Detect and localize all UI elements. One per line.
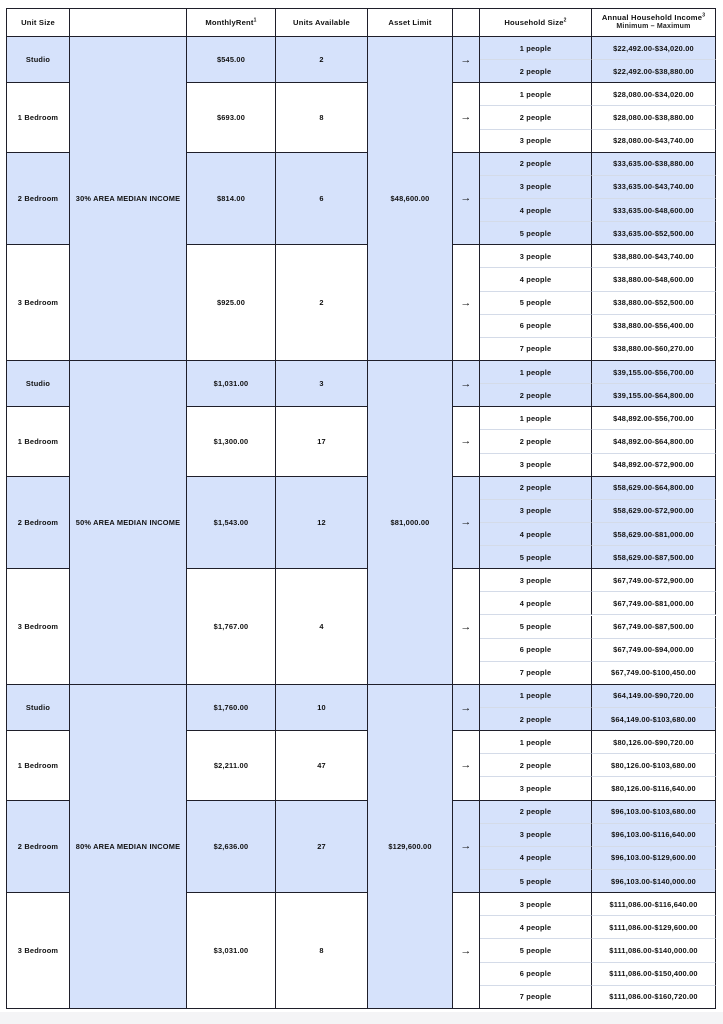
- units-available: [276, 407, 368, 476]
- household-size-text: 4 people: [519, 274, 552, 284]
- monthly-rent-text: $925.00: [216, 298, 246, 308]
- asset-limit-text: $129,600.00: [388, 841, 432, 851]
- household-size-text: 2 people: [519, 483, 552, 493]
- household-size: [480, 963, 592, 986]
- income-range: [592, 662, 716, 685]
- household-size: [480, 939, 592, 962]
- income-range: [592, 500, 716, 523]
- header-asset-limit-label: Asset Limit: [388, 17, 432, 27]
- units-available: [276, 893, 368, 1009]
- ami-tier: [70, 37, 187, 361]
- household-size-text: 4 people: [519, 205, 552, 215]
- income-range-text: $48,892.00-$56,700.00: [613, 413, 694, 423]
- ami-tier-text: 50% AREA MEDIAN INCOME: [75, 517, 181, 527]
- income-range: [592, 130, 716, 153]
- unit-size: [6, 407, 70, 476]
- arrow-icon-text: →: [460, 111, 472, 124]
- household-size: [480, 708, 592, 731]
- household-size-text: 2 people: [519, 112, 552, 122]
- household-size-text: 2 people: [519, 390, 552, 400]
- income-range-text: $58,629.00-$81,000.00: [613, 529, 694, 539]
- household-size-text: 2 people: [519, 436, 552, 446]
- household-size: [480, 384, 592, 407]
- unit-size: [6, 477, 70, 570]
- income-range-text: $111,086.00-$160,720.00: [609, 992, 698, 1002]
- income-range: [592, 963, 716, 986]
- household-size: [480, 616, 592, 639]
- header-unit-size: [6, 8, 70, 37]
- footnote-3: 3: [702, 12, 706, 19]
- household-size-text: 3 people: [519, 830, 552, 840]
- monthly-rent: [187, 801, 276, 894]
- arrow-icon: [453, 245, 480, 361]
- income-range-text: $38,880.00-$43,740.00: [613, 251, 694, 261]
- unit-size-text: Studio: [25, 379, 51, 389]
- header-ami: [70, 8, 187, 37]
- income-range-text: $64,149.00-$90,720.00: [613, 691, 694, 701]
- household-size-text: 2 people: [519, 714, 552, 724]
- monthly-rent: [187, 569, 276, 685]
- monthly-rent-text: $1,760.00: [213, 703, 249, 713]
- unit-size: [6, 893, 70, 1009]
- household-size-text: 3 people: [519, 136, 552, 146]
- household-size: [480, 199, 592, 222]
- header-household-size-text: [504, 18, 566, 27]
- monthly-rent: [187, 37, 276, 83]
- income-range: [592, 546, 716, 569]
- units-available-text: 12: [317, 517, 326, 527]
- income-range: [592, 477, 716, 500]
- household-size-text: 2 people: [519, 66, 552, 76]
- header-unit-size-label: Unit Size: [21, 17, 55, 27]
- units-available-text: 2: [319, 298, 324, 308]
- ami-tier: [70, 685, 187, 1009]
- income-range: [592, 37, 716, 60]
- footnote-1: 1: [253, 17, 257, 24]
- header-annual-income-label: Annual Household Income: [601, 13, 703, 23]
- arrow-icon: [453, 361, 480, 407]
- household-size: [480, 916, 592, 939]
- income-range-text: $96,103.00-$140,000.00: [611, 876, 696, 886]
- household-size-text: 3 people: [519, 251, 552, 261]
- income-range-text: $48,892.00-$72,900.00: [613, 460, 694, 470]
- monthly-rent: [187, 153, 276, 246]
- household-size-text: 6 people: [519, 969, 552, 979]
- unit-size-text: 3 Bedroom: [17, 946, 59, 956]
- arrow-icon-text: →: [460, 759, 472, 772]
- arrow-icon-text: →: [460, 192, 472, 205]
- income-range: [592, 106, 716, 129]
- household-size-text: 3 people: [519, 899, 552, 909]
- income-range: [592, 801, 716, 824]
- household-size-text: 1 people: [519, 737, 552, 747]
- unit-size-text: 1 Bedroom: [17, 436, 59, 446]
- household-size: [480, 546, 592, 569]
- income-range-text: $111,086.00-$150,400.00: [609, 969, 698, 979]
- income-range: [592, 83, 716, 106]
- household-size: [480, 662, 592, 685]
- income-range: [592, 893, 716, 916]
- monthly-rent-text: $693.00: [216, 112, 246, 122]
- arrow-icon: [453, 731, 480, 800]
- household-size: [480, 292, 592, 315]
- unit-size: [6, 569, 70, 685]
- income-range-text: $111,086.00-$116,640.00: [609, 899, 698, 909]
- arrow-icon-text: →: [460, 516, 472, 529]
- unit-size-text: 2 Bedroom: [17, 841, 59, 851]
- household-size: [480, 639, 592, 662]
- income-range: [592, 592, 716, 615]
- footnote-2: 2: [563, 17, 567, 24]
- monthly-rent: [187, 477, 276, 570]
- ami-tier: [70, 361, 187, 685]
- arrow-icon-text: →: [460, 840, 472, 853]
- header-household-size-label: Household Size: [504, 17, 564, 27]
- household-size: [480, 407, 592, 430]
- arrow-icon: [453, 685, 480, 731]
- unit-size: [6, 361, 70, 407]
- income-range: [592, 60, 716, 83]
- household-size: [480, 754, 592, 777]
- header-monthly-rent-label: MonthlyRent: [205, 17, 254, 27]
- income-range-text: $67,749.00-$87,500.00: [613, 622, 694, 632]
- asset-limit: [368, 37, 453, 361]
- income-range: [592, 847, 716, 870]
- units-available: [276, 685, 368, 731]
- unit-size-text: 2 Bedroom: [17, 517, 59, 527]
- income-range: [592, 361, 716, 384]
- ami-tier-text: 30% AREA MEDIAN INCOME: [75, 193, 181, 203]
- unit-size-text: 1 Bedroom: [17, 760, 59, 770]
- asset-limit: [368, 685, 453, 1009]
- household-size-text: 5 people: [519, 552, 552, 562]
- units-available-text: 3: [319, 379, 324, 389]
- header-monthly-rent-text: [205, 18, 256, 27]
- header-arrow: [453, 8, 480, 37]
- header-units-available: [276, 8, 368, 37]
- income-range-text: $33,635.00-$52,500.00: [613, 228, 694, 238]
- income-range: [592, 754, 716, 777]
- arrow-icon-text: →: [460, 435, 472, 448]
- household-size-text: 3 people: [519, 784, 552, 794]
- asset-limit-text: $81,000.00: [390, 517, 430, 527]
- header-annual-income-text: [602, 13, 705, 22]
- household-size: [480, 361, 592, 384]
- units-available: [276, 361, 368, 407]
- monthly-rent: [187, 83, 276, 152]
- income-range: [592, 569, 716, 592]
- income-range: [592, 824, 716, 847]
- income-range-text: $38,880.00-$60,270.00: [613, 344, 694, 354]
- household-size-text: 4 people: [519, 853, 552, 863]
- income-range-text: $67,749.00-$72,900.00: [613, 575, 694, 585]
- income-range-text: $80,126.00-$103,680.00: [611, 760, 696, 770]
- income-range: [592, 708, 716, 731]
- income-range: [592, 338, 716, 361]
- income-range: [592, 384, 716, 407]
- units-available: [276, 731, 368, 800]
- household-size: [480, 893, 592, 916]
- unit-size: [6, 801, 70, 894]
- income-range-text: $33,635.00-$48,600.00: [613, 205, 694, 215]
- units-available-text: 10: [317, 703, 326, 713]
- unit-size-text: 3 Bedroom: [17, 622, 59, 632]
- arrow-icon: [453, 569, 480, 685]
- income-range: [592, 407, 716, 430]
- household-size: [480, 245, 592, 268]
- monthly-rent-text: $1,031.00: [213, 379, 249, 389]
- household-size: [480, 176, 592, 199]
- household-size: [480, 685, 592, 708]
- household-size: [480, 847, 592, 870]
- household-size-text: 5 people: [519, 876, 552, 886]
- household-size-text: 2 people: [519, 760, 552, 770]
- arrow-icon-text: →: [460, 944, 472, 957]
- income-range: [592, 315, 716, 338]
- income-range: [592, 430, 716, 453]
- monthly-rent: [187, 361, 276, 407]
- household-size-text: 3 people: [519, 575, 552, 585]
- income-range: [592, 454, 716, 477]
- household-size-text: 6 people: [519, 321, 552, 331]
- income-range-text: $111,086.00-$140,000.00: [609, 946, 698, 956]
- income-range-text: $38,880.00-$48,600.00: [613, 274, 694, 284]
- units-available: [276, 245, 368, 361]
- household-size: [480, 222, 592, 245]
- income-range: [592, 685, 716, 708]
- units-available-text: 8: [319, 112, 324, 122]
- unit-size: [6, 685, 70, 731]
- income-range-text: $39,155.00-$64,800.00: [613, 390, 694, 400]
- arrow-icon: [453, 153, 480, 246]
- header-monthly-rent: [187, 8, 276, 37]
- units-available: [276, 153, 368, 246]
- household-size-text: 3 people: [519, 182, 552, 192]
- arrow-icon: [453, 801, 480, 894]
- monthly-rent-text: $2,211.00: [213, 760, 249, 770]
- income-range-text: $22,492.00-$38,880.00: [613, 66, 694, 76]
- household-size-text: 7 people: [519, 992, 552, 1002]
- income-range-text: $38,880.00-$56,400.00: [613, 321, 694, 331]
- income-range: [592, 731, 716, 754]
- units-available-text: 8: [319, 946, 324, 956]
- header-annual-income: [592, 8, 716, 37]
- income-range-text: $67,749.00-$94,000.00: [613, 645, 694, 655]
- household-size-text: 3 people: [519, 460, 552, 470]
- unit-size: [6, 245, 70, 361]
- income-range: [592, 639, 716, 662]
- income-range: [592, 199, 716, 222]
- unit-size-text: Studio: [25, 703, 51, 713]
- income-range: [592, 939, 716, 962]
- household-size: [480, 454, 592, 477]
- arrow-icon: [453, 407, 480, 476]
- arrow-icon: [453, 477, 480, 570]
- income-range-text: $67,749.00-$100,450.00: [611, 668, 696, 678]
- household-size-text: 1 people: [519, 43, 552, 53]
- unit-size: [6, 37, 70, 83]
- monthly-rent: [187, 407, 276, 476]
- income-range: [592, 268, 716, 291]
- arrow-icon-text: →: [460, 377, 472, 390]
- unit-size: [6, 83, 70, 152]
- household-size-text: 5 people: [519, 298, 552, 308]
- monthly-rent-text: $814.00: [216, 193, 246, 203]
- unit-size: [6, 153, 70, 246]
- arrow-icon-text: →: [460, 296, 472, 309]
- asset-limit: [368, 361, 453, 685]
- income-range-text: $28,080.00-$34,020.00: [613, 89, 694, 99]
- household-size: [480, 268, 592, 291]
- unit-size-text: 1 Bedroom: [17, 112, 59, 122]
- household-size: [480, 986, 592, 1009]
- household-size-text: 1 people: [519, 413, 552, 423]
- household-size: [480, 430, 592, 453]
- household-size-text: 1 people: [519, 89, 552, 99]
- household-size: [480, 592, 592, 615]
- monthly-rent-text: $3,031.00: [213, 946, 249, 956]
- header-asset-limit: [368, 8, 453, 37]
- header-units-available-label: Units Available: [293, 17, 350, 27]
- monthly-rent: [187, 685, 276, 731]
- household-size: [480, 153, 592, 176]
- income-range: [592, 153, 716, 176]
- income-range: [592, 176, 716, 199]
- household-size-text: 7 people: [519, 668, 552, 678]
- units-available-text: 17: [317, 436, 326, 446]
- units-available-text: 4: [319, 622, 324, 632]
- income-range: [592, 986, 716, 1009]
- unit-size-text: 2 Bedroom: [17, 193, 59, 203]
- household-size: [480, 83, 592, 106]
- household-size: [480, 130, 592, 153]
- monthly-rent: [187, 893, 276, 1009]
- income-range: [592, 245, 716, 268]
- income-range-text: $33,635.00-$38,880.00: [613, 159, 694, 169]
- income-range-text: $33,635.00-$43,740.00: [613, 182, 694, 192]
- household-size: [480, 870, 592, 893]
- household-size-text: 1 people: [519, 367, 552, 377]
- arrow-icon: [453, 37, 480, 83]
- income-range-text: $38,880.00-$52,500.00: [613, 298, 694, 308]
- unit-size-text: 3 Bedroom: [17, 298, 59, 308]
- units-available: [276, 801, 368, 894]
- arrow-icon-text: →: [460, 701, 472, 714]
- income-range-text: $28,080.00-$38,880.00: [613, 112, 694, 122]
- income-range: [592, 777, 716, 800]
- household-size: [480, 731, 592, 754]
- household-size-text: 2 people: [519, 807, 552, 817]
- income-range: [592, 870, 716, 893]
- income-range-text: $58,629.00-$87,500.00: [613, 552, 694, 562]
- monthly-rent-text: $1,543.00: [213, 517, 249, 527]
- asset-limit-text: $48,600.00: [390, 193, 430, 203]
- units-available-text: 27: [317, 841, 326, 851]
- monthly-rent-text: $545.00: [216, 55, 246, 65]
- header-household-size: [480, 8, 592, 37]
- income-range: [592, 222, 716, 245]
- units-available-text: 2: [319, 55, 324, 65]
- income-range-text: $39,155.00-$56,700.00: [613, 367, 694, 377]
- income-range-text: $111,086.00-$129,600.00: [609, 922, 698, 932]
- income-range-text: $80,126.00-$116,640.00: [611, 784, 696, 794]
- ami-tier-text: 80% AREA MEDIAN INCOME: [75, 841, 181, 851]
- income-range-text: $67,749.00-$81,000.00: [613, 598, 694, 608]
- income-range: [592, 916, 716, 939]
- income-range: [592, 616, 716, 639]
- monthly-rent: [187, 731, 276, 800]
- household-size: [480, 60, 592, 83]
- income-range-text: $80,126.00-$90,720.00: [613, 737, 694, 747]
- household-size-text: 5 people: [519, 228, 552, 238]
- units-available: [276, 477, 368, 570]
- income-range-text: $22,492.00-$34,020.00: [613, 43, 694, 53]
- units-available: [276, 569, 368, 685]
- arrow-icon: [453, 893, 480, 1009]
- household-size: [480, 106, 592, 129]
- household-size-text: 5 people: [519, 946, 552, 956]
- income-range-text: $96,103.00-$129,600.00: [611, 853, 696, 863]
- units-available: [276, 37, 368, 83]
- household-size: [480, 523, 592, 546]
- income-range-text: $48,892.00-$64,800.00: [613, 436, 694, 446]
- income-range-text: $64,149.00-$103,680.00: [611, 714, 696, 724]
- arrow-icon-text: →: [460, 53, 472, 66]
- unit-size-text: Studio: [25, 55, 51, 65]
- income-range-text: $96,103.00-$116,640.00: [611, 830, 696, 840]
- units-available-text: 47: [317, 760, 326, 770]
- household-size-text: 5 people: [519, 622, 552, 632]
- monthly-rent-text: $1,300.00: [213, 436, 249, 446]
- household-size-text: 6 people: [519, 645, 552, 655]
- monthly-rent: [187, 245, 276, 361]
- household-size-text: 1 people: [519, 691, 552, 701]
- monthly-rent-text: $2,636.00: [213, 841, 249, 851]
- units-available: [276, 83, 368, 152]
- household-size: [480, 37, 592, 60]
- household-size: [480, 801, 592, 824]
- income-range: [592, 523, 716, 546]
- header-annual-income-range: Minimum – Maximum: [616, 22, 691, 30]
- household-size-text: 3 people: [519, 506, 552, 516]
- household-size-text: 4 people: [519, 922, 552, 932]
- income-range-text: $96,103.00-$103,680.00: [611, 807, 696, 817]
- income-range: [592, 292, 716, 315]
- household-size: [480, 477, 592, 500]
- household-size-text: 4 people: [519, 529, 552, 539]
- monthly-rent-text: $1,767.00: [213, 622, 249, 632]
- arrow-icon: [453, 83, 480, 152]
- income-range-text: $28,080.00-$43,740.00: [613, 136, 694, 146]
- unit-size: [6, 731, 70, 800]
- household-size-text: 7 people: [519, 344, 552, 354]
- household-size-text: 2 people: [519, 159, 552, 169]
- household-size: [480, 777, 592, 800]
- household-size: [480, 569, 592, 592]
- household-size: [480, 500, 592, 523]
- household-size: [480, 338, 592, 361]
- units-available-text: 6: [319, 193, 324, 203]
- household-size: [480, 315, 592, 338]
- income-range-text: $58,629.00-$72,900.00: [613, 506, 694, 516]
- household-size-text: 4 people: [519, 598, 552, 608]
- household-size: [480, 824, 592, 847]
- income-range-text: $58,629.00-$64,800.00: [613, 483, 694, 493]
- arrow-icon-text: →: [460, 620, 472, 633]
